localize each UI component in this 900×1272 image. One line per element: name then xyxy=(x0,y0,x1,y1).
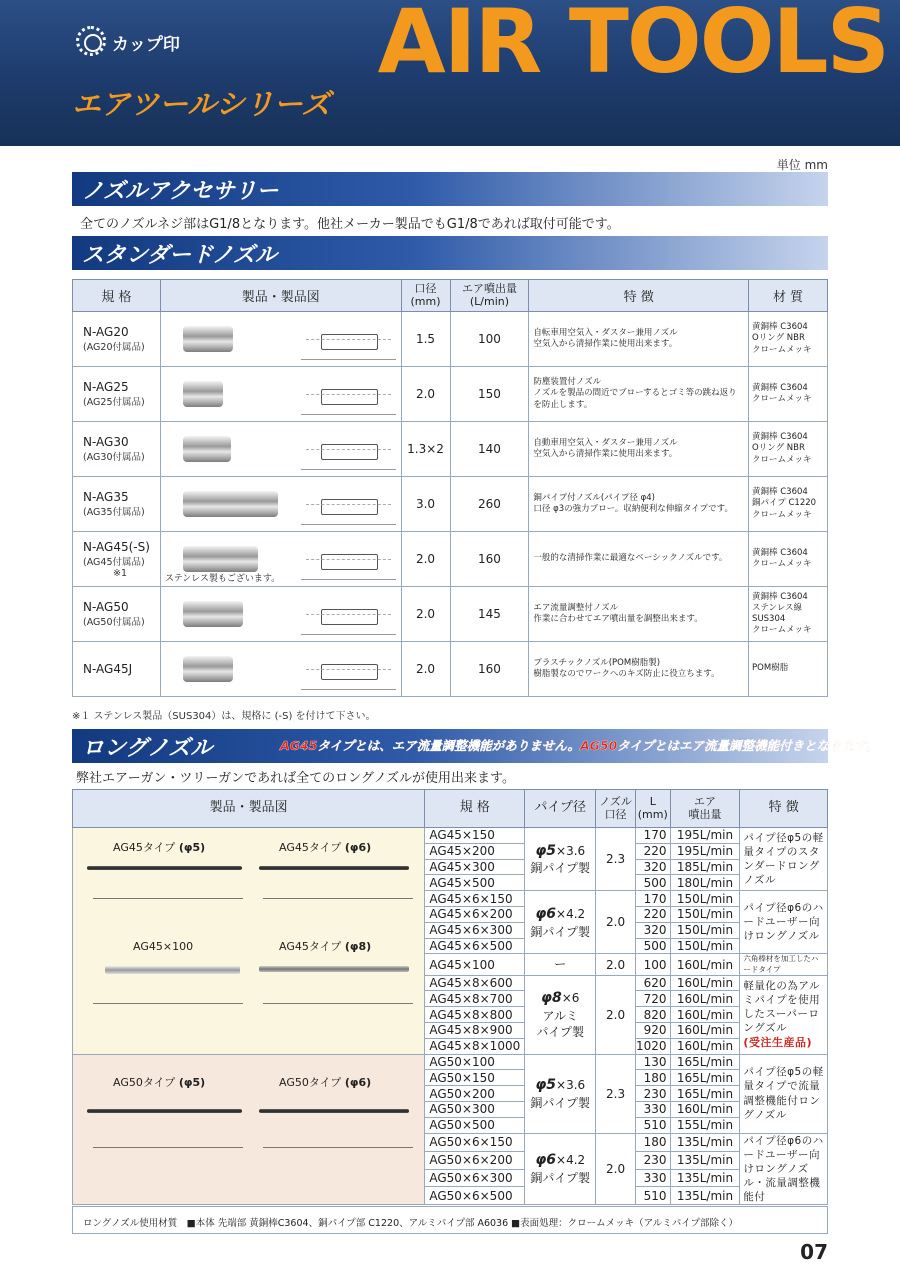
pipe-diameter: φ5 xyxy=(535,842,557,859)
length-cell: 230 xyxy=(635,1086,670,1102)
diameter-cell: 1.3×2 xyxy=(401,422,450,477)
material-cell: 黄銅棒 C3604 Oリング NBR クロームメッキ xyxy=(749,312,828,367)
product-photo xyxy=(183,601,243,627)
spec-sub: (AG20付属品) xyxy=(83,342,145,353)
page-number: 07 xyxy=(800,1240,828,1264)
spec-cell xyxy=(73,367,161,422)
pipe-material: 銅パイプ製 xyxy=(530,924,591,939)
long-feature-cell xyxy=(740,828,828,891)
product-photo xyxy=(183,436,231,462)
material-cell: POM樹脂 xyxy=(749,642,828,697)
long-feature-cell xyxy=(740,891,828,954)
label-ag45-8: AG45タイプ (φ8) xyxy=(279,940,372,953)
air-flow-cell: 195L/min xyxy=(670,828,740,844)
spec-cell xyxy=(73,312,161,367)
lheader-pipe: パイプ径 xyxy=(525,790,596,828)
product-drawing xyxy=(301,375,396,415)
table-row xyxy=(73,642,828,697)
length-cell: 510 xyxy=(635,1117,670,1133)
material-cell: 黄銅棒 C3604 銅パイプ C1220 クロームメッキ xyxy=(749,477,828,532)
ag50-figure xyxy=(73,1054,425,1205)
nozzle-rod-ag45-5 xyxy=(87,866,242,870)
air-flow-cell: 160L/min xyxy=(670,991,740,1007)
material-cell: 黄銅棒 C3604 ステンレス線 SUS304 クロームメッキ xyxy=(749,587,828,642)
long-feature-cell xyxy=(740,954,828,975)
long-spec-cell: AG45×300 xyxy=(425,859,525,875)
diameter-cell: 2.0 xyxy=(401,642,450,697)
long-spec-cell: AG50×150 xyxy=(425,1070,525,1086)
lheader-length: L (mm) xyxy=(635,790,670,828)
spec-mark: ※1 xyxy=(113,567,128,579)
air-flow-cell: 165L/min xyxy=(670,1070,740,1086)
pipe-cell xyxy=(525,975,596,1054)
drawing-line xyxy=(93,1147,243,1148)
long-nozzle-note: 弊社エアーガン・ツリーガンであれば全てのロングノズルが使用出来ます。 xyxy=(76,771,516,786)
pipe-diameter: φ8 xyxy=(541,989,562,1006)
pipe-cell xyxy=(525,1133,596,1205)
drawing-line xyxy=(93,1003,243,1004)
lheader-spec: 規 格 xyxy=(425,790,525,828)
air-flow-cell: 185L/min xyxy=(670,859,740,875)
gear-logo-icon xyxy=(76,26,106,56)
spec-code: N-AG45J xyxy=(83,662,133,676)
long-spec-cell: AG50×6×300 xyxy=(425,1169,525,1187)
pipe-material: アルミ パイプ製 xyxy=(536,1008,585,1040)
brand-name: カップ印 xyxy=(112,35,180,55)
product-figure xyxy=(160,532,401,587)
product-drawing xyxy=(301,595,396,635)
feature-cell: 自動車用空気入・ダスター兼用ノズル 空気入から清掃作業に使用出来ます。 xyxy=(529,422,749,477)
length-cell: 220 xyxy=(635,906,670,922)
length-cell: 820 xyxy=(635,1007,670,1023)
nozzle-rod-ag50-6 xyxy=(259,1109,409,1113)
air-flow-cell: 160L/min xyxy=(670,1038,740,1054)
feature-cell: 一般的な清掃作業に最適なベーシックノズルです。 xyxy=(529,532,749,587)
air-cell: 145 xyxy=(450,587,529,642)
standard-footnote: ※１ ステンレス製品（SUS304）は、規格に (-S) を付けて下さい。 xyxy=(72,711,376,722)
spec-code: N-AG50 xyxy=(83,600,129,614)
unit-label: 単位 mm xyxy=(776,158,828,172)
pipe-inner: ー xyxy=(554,957,567,972)
air-flow-cell: 180L/min xyxy=(670,875,740,891)
length-cell: 720 xyxy=(635,991,670,1007)
length-cell: 500 xyxy=(635,938,670,954)
nozzle-dia-cell: 2.0 xyxy=(596,1133,636,1205)
diameter-cell: 2.0 xyxy=(401,367,450,422)
diameter-cell: 1.5 xyxy=(401,312,450,367)
feature-text: パイプ径φ6のハードユーザー向けロングノズル xyxy=(743,902,824,943)
length-cell: 130 xyxy=(635,1054,670,1070)
air-flow-cell: 135L/min xyxy=(670,1169,740,1187)
long-spec-cell: AG45×100 xyxy=(425,954,525,975)
long-feature-cell xyxy=(740,1054,828,1133)
air-cell: 150 xyxy=(450,367,529,422)
product-figure xyxy=(160,422,401,477)
length-cell: 500 xyxy=(635,875,670,891)
pipe-material: 銅パイプ製 xyxy=(530,1171,591,1186)
air-flow-cell: 150L/min xyxy=(670,891,740,907)
long-spec-cell: AG45×200 xyxy=(425,843,525,859)
table-row xyxy=(73,828,828,844)
pipe-material: 銅パイプ製 xyxy=(530,861,591,876)
material-cell: 黄銅棒 C3604 Oリング NBR クロームメッキ xyxy=(749,422,828,477)
length-cell: 180 xyxy=(635,1133,670,1151)
lheader-dia: ノズル 口径 xyxy=(596,790,636,828)
drawing-line xyxy=(93,898,243,899)
pipe-cell xyxy=(525,891,596,954)
nozzle-dia-cell: 2.0 xyxy=(596,975,636,1054)
air-flow-cell: 160L/min xyxy=(670,954,740,975)
long-spec-cell: AG45×6×150 xyxy=(425,891,525,907)
spec-code: N-AG20 xyxy=(83,325,129,339)
table-row xyxy=(73,532,828,587)
air-cell: 260 xyxy=(450,477,529,532)
pipe-cell xyxy=(525,1054,596,1133)
pipe-cell xyxy=(525,954,596,975)
air-flow-cell: 150L/min xyxy=(670,938,740,954)
product-figure xyxy=(160,642,401,697)
product-figure xyxy=(160,367,401,422)
label-ag50-5: AG50タイプ (φ5) xyxy=(113,1075,206,1089)
feature-cell: 銅パイプ付ノズル(パイプ径 φ4) 口径 φ3の強力ブロー。収納便利な伸縮タイプです。 xyxy=(529,477,749,532)
long-spec-cell: AG50×6×200 xyxy=(425,1151,525,1169)
length-cell: 220 xyxy=(635,843,670,859)
pipe-inner: ×4.2 xyxy=(556,906,586,921)
product-photo xyxy=(183,491,278,517)
product-caption: ステンレス製もございます。 xyxy=(164,574,281,584)
drawing-line xyxy=(263,1147,413,1148)
air-cell: 140 xyxy=(450,422,529,477)
air-cell: 100 xyxy=(450,312,529,367)
feature-text: パイプ径φ5の軽量タイプのスタンダードロングノズル xyxy=(743,831,824,887)
long-feature-cell xyxy=(740,1133,828,1205)
label-ag50-6: AG50タイプ (φ6) xyxy=(279,1075,372,1089)
header-spec: 規 格 xyxy=(73,280,161,312)
spec-sub: (AG35付属品) xyxy=(83,507,145,518)
air-flow-cell: 160L/min xyxy=(670,1007,740,1023)
feature-note: (受注生産品) xyxy=(743,1035,812,1049)
feature-text: パイプ径φ6のハードユーザー向けロングノズル・流量調整機能付 xyxy=(743,1134,824,1204)
product-photo xyxy=(183,326,233,352)
long-spec-cell: AG45×8×900 xyxy=(425,1023,525,1039)
air-flow-cell: 155L/min xyxy=(670,1117,740,1133)
air-cell: 160 xyxy=(450,532,529,587)
length-cell: 510 xyxy=(635,1187,670,1205)
spec-code: N-AG35 xyxy=(83,490,129,504)
length-cell: 230 xyxy=(635,1151,670,1169)
product-drawing xyxy=(301,485,396,525)
material-cell: 黄銅棒 C3604 クロームメッキ xyxy=(749,532,828,587)
pipe-material: 銅パイプ製 xyxy=(530,1095,591,1110)
product-drawing xyxy=(301,650,396,690)
nozzle-rod-ag45-100 xyxy=(105,966,240,974)
length-cell: 1020 xyxy=(635,1038,670,1054)
table-row xyxy=(73,477,828,532)
nozzle-rod-ag50-5 xyxy=(87,1109,242,1113)
long-spec-cell: AG45×500 xyxy=(425,875,525,891)
air-flow-cell: 150L/min xyxy=(670,906,740,922)
pipe-diameter: φ6 xyxy=(535,1152,557,1169)
feature-cell: エア流量調整付ノズル 作業に合わせてエア噴出量を調整出来ます。 xyxy=(529,587,749,642)
air-flow-cell: 160L/min xyxy=(670,1102,740,1118)
table-row xyxy=(73,367,828,422)
pipe-inner: ×6 xyxy=(561,990,580,1005)
long-spec-cell: AG45×8×600 xyxy=(425,975,525,991)
pipe-inner: ×3.6 xyxy=(556,843,586,858)
product-drawing xyxy=(301,320,396,360)
spec-cell xyxy=(73,477,161,532)
pipe-cell xyxy=(525,828,596,891)
accessory-note: 全てのノズルネジ部はG1/8となります。他社メーカー製品でもG1/8であれば取付可能です。 xyxy=(80,217,620,232)
header-air: エア噴出量 (L/min) xyxy=(450,280,529,312)
nozzle-dia-cell: 2.0 xyxy=(596,891,636,954)
feature-cell: 防塵装置付ノズル ノズルを製品の間近でブローするとゴミ等の跳ね返り を防止します。 xyxy=(529,367,749,422)
section-standard-nozzle: スタンダードノズル xyxy=(72,236,828,270)
length-cell: 620 xyxy=(635,975,670,991)
spec-cell xyxy=(73,422,161,477)
spec-sub: (AG25付属品) xyxy=(83,397,145,408)
long-nozzle-message: AG45タイプとは、エア流量調整機能がありません。AG50タイプとはエア流量調整機能付きとなります。 xyxy=(280,738,879,753)
length-cell: 170 xyxy=(635,891,670,907)
table-row xyxy=(73,312,828,367)
air-flow-cell: 135L/min xyxy=(670,1187,740,1205)
length-cell: 100 xyxy=(635,954,670,975)
long-spec-cell: AG50×100 xyxy=(425,1054,525,1070)
feature-cell: 自転車用空気入・ダスター兼用ノズル 空気入から清掃作業に使用出来ます。 xyxy=(529,312,749,367)
nozzle-dia-cell: 2.0 xyxy=(596,954,636,975)
product-photo xyxy=(183,381,223,407)
drawing-line xyxy=(263,1003,413,1004)
pipe-inner: ×3.6 xyxy=(556,1078,586,1093)
spec-cell xyxy=(73,642,161,697)
long-feature-cell xyxy=(740,975,828,1054)
long-spec-cell: AG45×150 xyxy=(425,828,525,844)
section-nozzle-accessory: ノズルアクセサリー xyxy=(72,172,828,206)
diameter-cell: 2.0 xyxy=(401,587,450,642)
header-feature: 特 徴 xyxy=(529,280,749,312)
long-spec-cell: AG50×300 xyxy=(425,1102,525,1118)
lheader-air: エア 噴出量 xyxy=(670,790,740,828)
header-product: 製品・製品図 xyxy=(160,280,401,312)
nozzle-rod-ag45-6 xyxy=(259,866,409,870)
air-flow-cell: 160L/min xyxy=(670,1023,740,1039)
pipe-diameter: φ5 xyxy=(535,1077,557,1094)
lheader-feature: 特 徴 xyxy=(740,790,828,828)
page-title: AIR TOOLS xyxy=(377,0,888,93)
long-spec-cell: AG50×200 xyxy=(425,1086,525,1102)
material-note: ロングノズル使用材質 ■本体 先端部 黄銅棒C3604、銅パイプ部 C1220、アルミパイプ部 A6036 ■表面処理：クロームメッキ（アルミパイプ部除く） xyxy=(72,1206,828,1234)
spec-sub: (AG30付属品) xyxy=(83,452,145,463)
spec-code: N-AG30 xyxy=(83,435,129,449)
nozzle-rod-ag45-8 xyxy=(259,966,409,972)
page-subtitle: エアツールシリーズ xyxy=(72,87,331,121)
air-flow-cell: 150L/min xyxy=(670,922,740,938)
length-cell: 180 xyxy=(635,1070,670,1086)
label-ag45-6: AG45タイプ (φ6) xyxy=(279,841,372,854)
table-row xyxy=(73,1054,828,1070)
air-flow-cell: 195L/min xyxy=(670,843,740,859)
product-drawing xyxy=(301,540,396,580)
length-cell: 330 xyxy=(635,1102,670,1118)
spec-sub: (AG45付属品) xyxy=(83,556,145,568)
table-row xyxy=(73,587,828,642)
header-diameter: 口径 (mm) xyxy=(401,280,450,312)
long-spec-cell: AG50×500 xyxy=(425,1117,525,1133)
spec-cell xyxy=(73,587,161,642)
material-cell: 黄銅棒 C3604 クロームメッキ xyxy=(749,367,828,422)
feature-text: 軽量化の為アルミパイプを使用したスーパーロングズル xyxy=(743,979,821,1035)
air-flow-cell: 160L/min xyxy=(670,975,740,991)
nozzle-dia-cell: 2.3 xyxy=(596,828,636,891)
spec-cell xyxy=(73,532,161,587)
diameter-cell: 2.0 xyxy=(401,532,450,587)
long-spec-cell: AG50×6×150 xyxy=(425,1133,525,1151)
label-ag45-100: AG45×100 xyxy=(133,940,194,953)
long-spec-cell: AG45×6×200 xyxy=(425,906,525,922)
long-spec-cell: AG45×6×300 xyxy=(425,922,525,938)
product-drawing xyxy=(301,430,396,470)
ag45-figure xyxy=(73,828,425,1055)
diameter-cell: 3.0 xyxy=(401,477,450,532)
feature-text: パイプ径φ5の軽量タイプで流量調整機能付ロングノズル xyxy=(743,1066,824,1121)
long-spec-cell: AG45×8×800 xyxy=(425,1007,525,1023)
page-header xyxy=(0,0,900,146)
product-figure xyxy=(160,312,401,367)
air-flow-cell: 135L/min xyxy=(670,1133,740,1151)
length-cell: 320 xyxy=(635,922,670,938)
spec-sub: (AG50付属品) xyxy=(83,617,145,628)
air-flow-cell: 135L/min xyxy=(670,1151,740,1169)
header-material: 材 質 xyxy=(749,280,828,312)
air-flow-cell: 165L/min xyxy=(670,1086,740,1102)
standard-nozzle-table xyxy=(72,279,828,697)
product-figure xyxy=(160,587,401,642)
long-spec-cell: AG45×8×1000 xyxy=(425,1038,525,1054)
length-cell: 920 xyxy=(635,1023,670,1039)
product-photo xyxy=(183,546,258,572)
feature-text: 六角棒材を加工したハードタイプ xyxy=(743,954,819,974)
air-cell: 160 xyxy=(450,642,529,697)
pipe-inner: ×4.2 xyxy=(556,1153,586,1168)
table-row xyxy=(73,422,828,477)
pipe-diameter: φ6 xyxy=(535,905,557,922)
length-cell: 320 xyxy=(635,859,670,875)
nozzle-dia-cell: 2.3 xyxy=(596,1054,636,1133)
label-ag45-5: AG45タイプ (φ5) xyxy=(113,841,206,854)
lheader-product: 製品・製品図 xyxy=(73,790,425,828)
length-cell: 330 xyxy=(635,1169,670,1187)
product-figure xyxy=(160,477,401,532)
product-photo xyxy=(183,656,233,682)
long-nozzle-table xyxy=(72,789,828,1205)
air-flow-cell: 165L/min xyxy=(670,1054,740,1070)
long-spec-cell: AG45×6×500 xyxy=(425,938,525,954)
drawing-line xyxy=(263,898,413,899)
spec-code: N-AG45(-S) xyxy=(83,539,150,554)
feature-cell: プラスチックノズル(POM樹脂製) 樹脂製なのでワークへのキズ防止に役立ちます。 xyxy=(529,642,749,697)
spec-code: N-AG25 xyxy=(83,380,129,394)
long-spec-cell: AG50×6×500 xyxy=(425,1187,525,1205)
section-long-nozzle: ロングノズル xyxy=(72,729,828,763)
length-cell: 170 xyxy=(635,828,670,844)
long-spec-cell: AG45×8×700 xyxy=(425,991,525,1007)
